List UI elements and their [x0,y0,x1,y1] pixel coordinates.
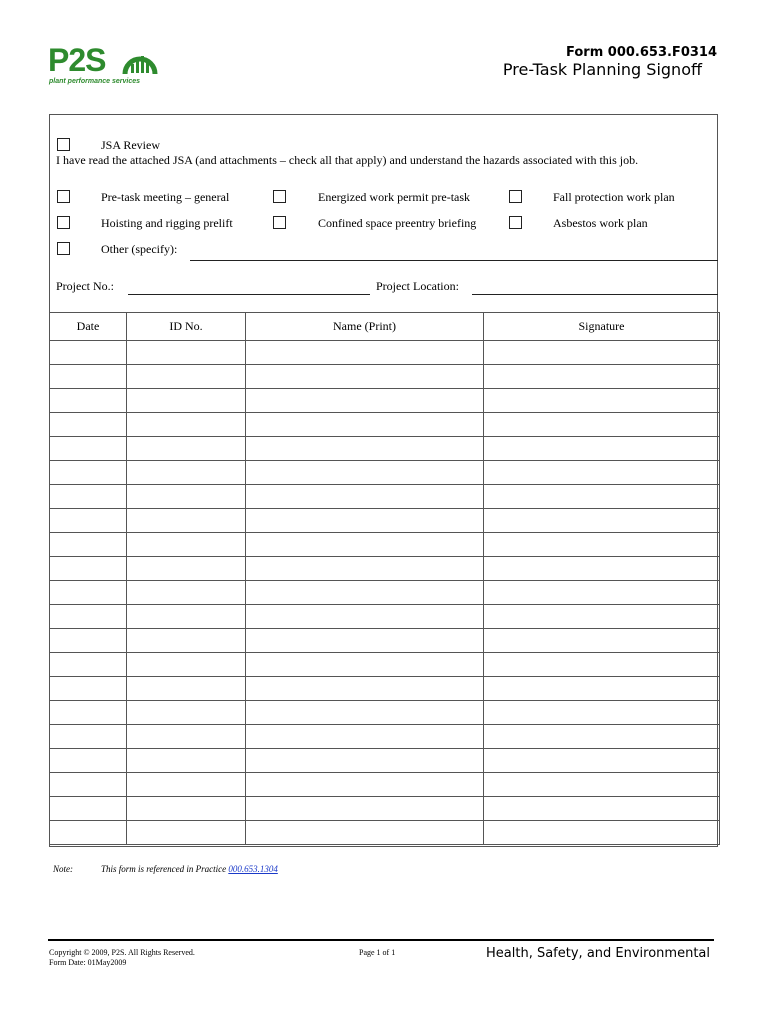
note-text [101,864,278,874]
name-cell[interactable] [246,413,484,437]
table-row [50,413,720,437]
checkbox-fall-protection[interactable] [509,190,522,203]
table-row [50,557,720,581]
name-cell[interactable] [246,533,484,557]
note-label: Note: [53,864,73,874]
name-cell[interactable] [246,365,484,389]
id-cell[interactable] [127,773,246,797]
signature-cell[interactable] [484,605,720,629]
logo-text: P2S [48,42,106,78]
name-cell[interactable] [246,821,484,845]
jsa-statement: I have read the attached JSA (and attachments – check all that apply) and understand the hazards associated with this job. [56,153,639,167]
signature-cell[interactable] [484,389,720,413]
signature-cell[interactable] [484,341,720,365]
footer-department: Health, Safety, and Environmental [486,946,710,961]
project-number-label: Project No.: [56,279,114,293]
date-cell[interactable] [50,557,127,581]
id-cell[interactable] [127,389,246,413]
label-fall-protection: Fall protection work plan [553,190,675,204]
date-cell[interactable] [50,677,127,701]
label-confined-space: Confined space preentry briefing [318,216,477,230]
date-cell[interactable] [50,821,127,845]
signature-cell[interactable] [484,413,720,437]
form-number: Form 000.653.F0314 [566,45,717,60]
footer-copyright: Copyright © 2009, P2S. All Rights Reserved. [49,948,195,957]
signature-cell[interactable] [484,773,720,797]
name-cell[interactable] [246,725,484,749]
date-cell[interactable] [50,533,127,557]
id-cell[interactable] [127,821,246,845]
id-cell[interactable] [127,605,246,629]
table-row [50,509,720,533]
table-row [50,725,720,749]
id-cell[interactable] [127,701,246,725]
date-cell[interactable] [50,389,127,413]
project-number-line[interactable] [128,294,370,295]
table-body [50,341,720,845]
jsa-review-checkbox[interactable] [57,138,70,151]
table-row [50,749,720,773]
signature-cell[interactable] [484,725,720,749]
signature-cell[interactable] [484,485,720,509]
table-row [50,821,720,845]
signature-cell[interactable] [484,629,720,653]
signature-cell[interactable] [484,821,720,845]
date-cell[interactable] [50,797,127,821]
date-cell[interactable] [50,485,127,509]
name-cell[interactable] [246,461,484,485]
checkbox-asbestos[interactable] [509,216,522,229]
checkbox-confined-space[interactable] [273,216,286,229]
name-cell[interactable] [246,797,484,821]
footer-form-date: Form Date: 01May2009 [49,958,127,967]
id-cell[interactable] [127,437,246,461]
project-location-line[interactable] [472,294,718,295]
date-cell[interactable] [50,749,127,773]
date-cell[interactable] [50,413,127,437]
date-cell[interactable] [50,701,127,725]
id-cell[interactable] [127,677,246,701]
date-cell[interactable] [50,365,127,389]
name-cell[interactable] [246,509,484,533]
table-row [50,365,720,389]
name-cell[interactable] [246,629,484,653]
id-cell[interactable] [127,797,246,821]
table-header-row [50,313,720,341]
signature-cell[interactable] [484,557,720,581]
jsa-review-label: JSA Review [101,138,161,152]
signature-cell[interactable] [484,749,720,773]
id-cell[interactable] [127,533,246,557]
table-row [50,485,720,509]
date-cell[interactable] [50,437,127,461]
id-cell[interactable] [127,341,246,365]
date-cell[interactable] [50,341,127,365]
checkbox-energized-work[interactable] [273,190,286,203]
logo-gauge-icon [121,46,159,78]
signature-cell[interactable] [484,653,720,677]
signature-cell[interactable] [484,677,720,701]
signature-cell[interactable] [484,365,720,389]
id-cell[interactable] [127,485,246,509]
date-cell[interactable] [50,605,127,629]
checkbox-hoisting-rigging[interactable] [57,216,70,229]
id-cell[interactable] [127,461,246,485]
signature-cell[interactable] [484,797,720,821]
label-energized-work: Energized work permit pre-task [318,190,471,204]
table-row [50,341,720,365]
checkbox-pretask-meeting[interactable] [57,190,70,203]
table-row [50,797,720,821]
form-title: Pre-Task Planning Signoff [502,60,702,79]
id-cell[interactable] [127,653,246,677]
column-header-id: ID No. [127,313,246,341]
footer-page: Page 1 of 1 [359,948,396,957]
footer-rule [48,939,714,941]
checkbox-other[interactable] [57,242,70,255]
table-row [50,605,720,629]
column-header-date: Date [50,313,127,341]
name-cell[interactable] [246,653,484,677]
table-row [50,701,720,725]
name-cell[interactable] [246,557,484,581]
label-hoisting-rigging: Hoisting and rigging prelift [101,216,233,230]
table-row [50,773,720,797]
label-pretask-meeting: Pre-task meeting – general [101,190,230,204]
practice-link[interactable]: 000.653.1304 [228,864,278,874]
table-row [50,653,720,677]
name-cell[interactable] [246,773,484,797]
id-cell[interactable] [127,413,246,437]
signature-cell[interactable] [484,437,720,461]
table-row [50,629,720,653]
p2s-logo [48,44,168,89]
table-row [50,677,720,701]
table-row [50,389,720,413]
signature-table [49,312,720,845]
column-header-name: Name (Print) [246,313,484,341]
signature-cell[interactable] [484,701,720,725]
date-cell[interactable] [50,629,127,653]
date-cell[interactable] [50,773,127,797]
name-cell[interactable] [246,341,484,365]
id-cell[interactable] [127,581,246,605]
date-cell[interactable] [50,581,127,605]
note-body: This form is referenced in Practice [101,864,227,874]
name-cell[interactable] [246,749,484,773]
date-cell[interactable] [50,653,127,677]
id-cell[interactable] [127,725,246,749]
name-cell[interactable] [246,701,484,725]
signature-cell[interactable] [484,461,720,485]
signature-cell[interactable] [484,533,720,557]
date-cell[interactable] [50,461,127,485]
id-cell[interactable] [127,629,246,653]
id-cell[interactable] [127,509,246,533]
name-cell[interactable] [246,605,484,629]
table-row [50,533,720,557]
project-location-label: Project Location: [376,279,459,293]
id-cell[interactable] [127,749,246,773]
name-cell[interactable] [246,437,484,461]
table-row [50,437,720,461]
date-cell[interactable] [50,725,127,749]
name-cell[interactable] [246,581,484,605]
label-other: Other (specify): [101,242,178,256]
other-specify-line[interactable] [190,260,718,261]
name-cell[interactable] [246,485,484,509]
name-cell[interactable] [246,677,484,701]
logo-tagline: plant performance services [49,78,141,85]
table-row [50,581,720,605]
id-cell[interactable] [127,365,246,389]
name-cell[interactable] [246,389,484,413]
label-asbestos: Asbestos work plan [553,216,648,230]
id-cell[interactable] [127,557,246,581]
column-header-signature: Signature [484,313,720,341]
date-cell[interactable] [50,509,127,533]
signature-cell[interactable] [484,509,720,533]
signature-cell[interactable] [484,581,720,605]
table-row [50,461,720,485]
